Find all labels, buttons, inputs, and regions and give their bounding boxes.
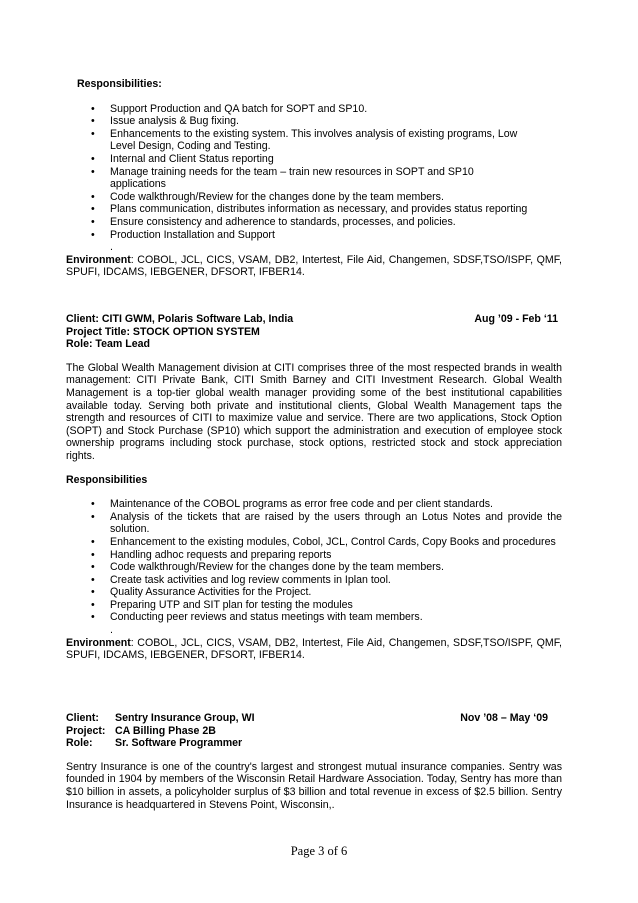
list-item: • Plans communication, distributes information as necessary, and provides status reporting <box>66 203 562 216</box>
list-item: • Issue analysis & Bug fixing. <box>66 115 562 128</box>
list-item: • Ensure consistency and adherence to standards, processes, and policies. <box>66 216 562 229</box>
project-client-row <box>66 313 562 326</box>
list-item: • Quality Assurance Activities for the Project. <box>66 586 562 599</box>
list-item-dot: . <box>110 241 113 254</box>
list-item: • Internal and Client Status reporting <box>66 153 562 166</box>
environment-line <box>66 637 562 662</box>
list-item-dot: . <box>110 624 113 637</box>
client-label: Client: <box>66 712 99 724</box>
project-dates: Aug ’09 - Feb ‘11 <box>474 313 558 325</box>
environment-text: : COBOL, JCL, CICS, VSAM, DB2, Intertest, File Aid, Changemen, SDSF,TSO/ISPF, QMF, SPUFI, IDCAMS, IEBGENER, DFSORT, IFBER14. <box>66 253 562 279</box>
list-item: • Conducting peer reviews and status meetings with team members. <box>66 611 562 624</box>
list-item: • Handling adhoc requests and preparing reports <box>66 549 562 562</box>
project-client-row <box>66 712 562 725</box>
responsibilities-heading: Responsibilities <box>66 473 148 486</box>
environment-text: : COBOL, JCL, CICS, VSAM, DB2, Intertest, File Aid, Changemen, SDSF,TSO/ISPF, QMF, SPUFI, IDCAMS, IEBGENER, DFSORT, IFBER14. <box>66 636 562 662</box>
environment-line <box>66 254 562 279</box>
responsibilities-list <box>66 103 562 254</box>
project-sentry <box>66 712 562 811</box>
list-item: • Code walkthrough/Review for the changes done by the team members. <box>66 191 562 204</box>
list-item: • Maintenance of the COBOL programs as error free code and per client standards. <box>66 498 562 511</box>
environment-label: Environment <box>66 636 131 649</box>
project-description: Sentry Insurance is one of the country's largest and strongest mutual insurance companies. Sentry was founded in 1904 by members of the Wisconsin Retail Hardware Association. Today, Sentry has more than $10 billion in assets, a policyholder surplus of $3 billion and total revenue in excess of $2.5 billion. Sentry Insurance is headquartered in Stevens Point, Wisconsin,. <box>66 760 562 811</box>
list-item: • Create task activities and log review comments in Iplan tool. <box>66 574 562 587</box>
list-item: • Manage training needs for the team – train new resources in SOPT and SP10 applications <box>66 166 510 191</box>
list-item: • Preparing UTP and SIT plan for testing the modules <box>66 599 562 612</box>
project-description: The Global Wealth Management division at CITI comprises three of the most respected brands in wealth management: CITI Private Bank, CITI Smith Barney and CITI Investment Research. Global Wealth Management is a top-tier global wealth manager providing some of the best institutional capabilities available today. Serving both private and institutional clients, Global Wealth Management taps the strength and resources of CITI to maximize value and service. There are two applications, Stock Option (SOPT) and Stock Purchase (SP10) which support the administration and execution of employee stock ownership programs including stock purchase, stock options, restricted stock and stock appreciation rights. <box>66 361 562 462</box>
role-value: Sr. Software Programmer <box>115 737 243 750</box>
list-item: • Support Production and QA batch for SOPT and SP10. <box>66 103 562 116</box>
project-client: Client: CITI GWM, Polaris Software Lab, India <box>66 313 294 325</box>
responsibilities-section-1 <box>66 78 562 279</box>
project-label: Project: <box>66 724 106 737</box>
project-role: Role: Team Lead <box>66 338 150 351</box>
list-item: • Analysis of the tickets that are raised by the users through an Lotus Notes and provide the solution. <box>66 511 562 536</box>
project-title: Project Title: STOCK OPTION SYSTEM <box>66 325 260 338</box>
project-citi <box>66 313 562 662</box>
list-item: • Enhancements to the existing system. This involves analysis of existing programs, Low Level Design, Coding and Testing. <box>66 128 530 153</box>
environment-label: Environment <box>66 253 131 266</box>
project-row <box>66 725 562 738</box>
responsibilities-list <box>66 498 562 637</box>
list-item: • Production Installation and Support <box>66 229 562 242</box>
role-label: Role: <box>66 737 93 750</box>
responsibilities-heading: Responsibilities: <box>77 78 162 90</box>
page-number: Page 3 of 6 <box>290 844 348 858</box>
project-dates: Nov ’08 – May ‘09 <box>460 712 548 724</box>
client-value: Sentry Insurance Group, WI <box>115 712 255 724</box>
list-item: • Enhancement to the existing modules, Cobol, JCL, Control Cards, Copy Books and procedures <box>66 536 562 549</box>
project-value: CA Billing Phase 2B <box>115 724 216 737</box>
role-row <box>66 737 562 750</box>
list-item: • Code walkthrough/Review for the changes done by the team members. <box>66 561 562 574</box>
